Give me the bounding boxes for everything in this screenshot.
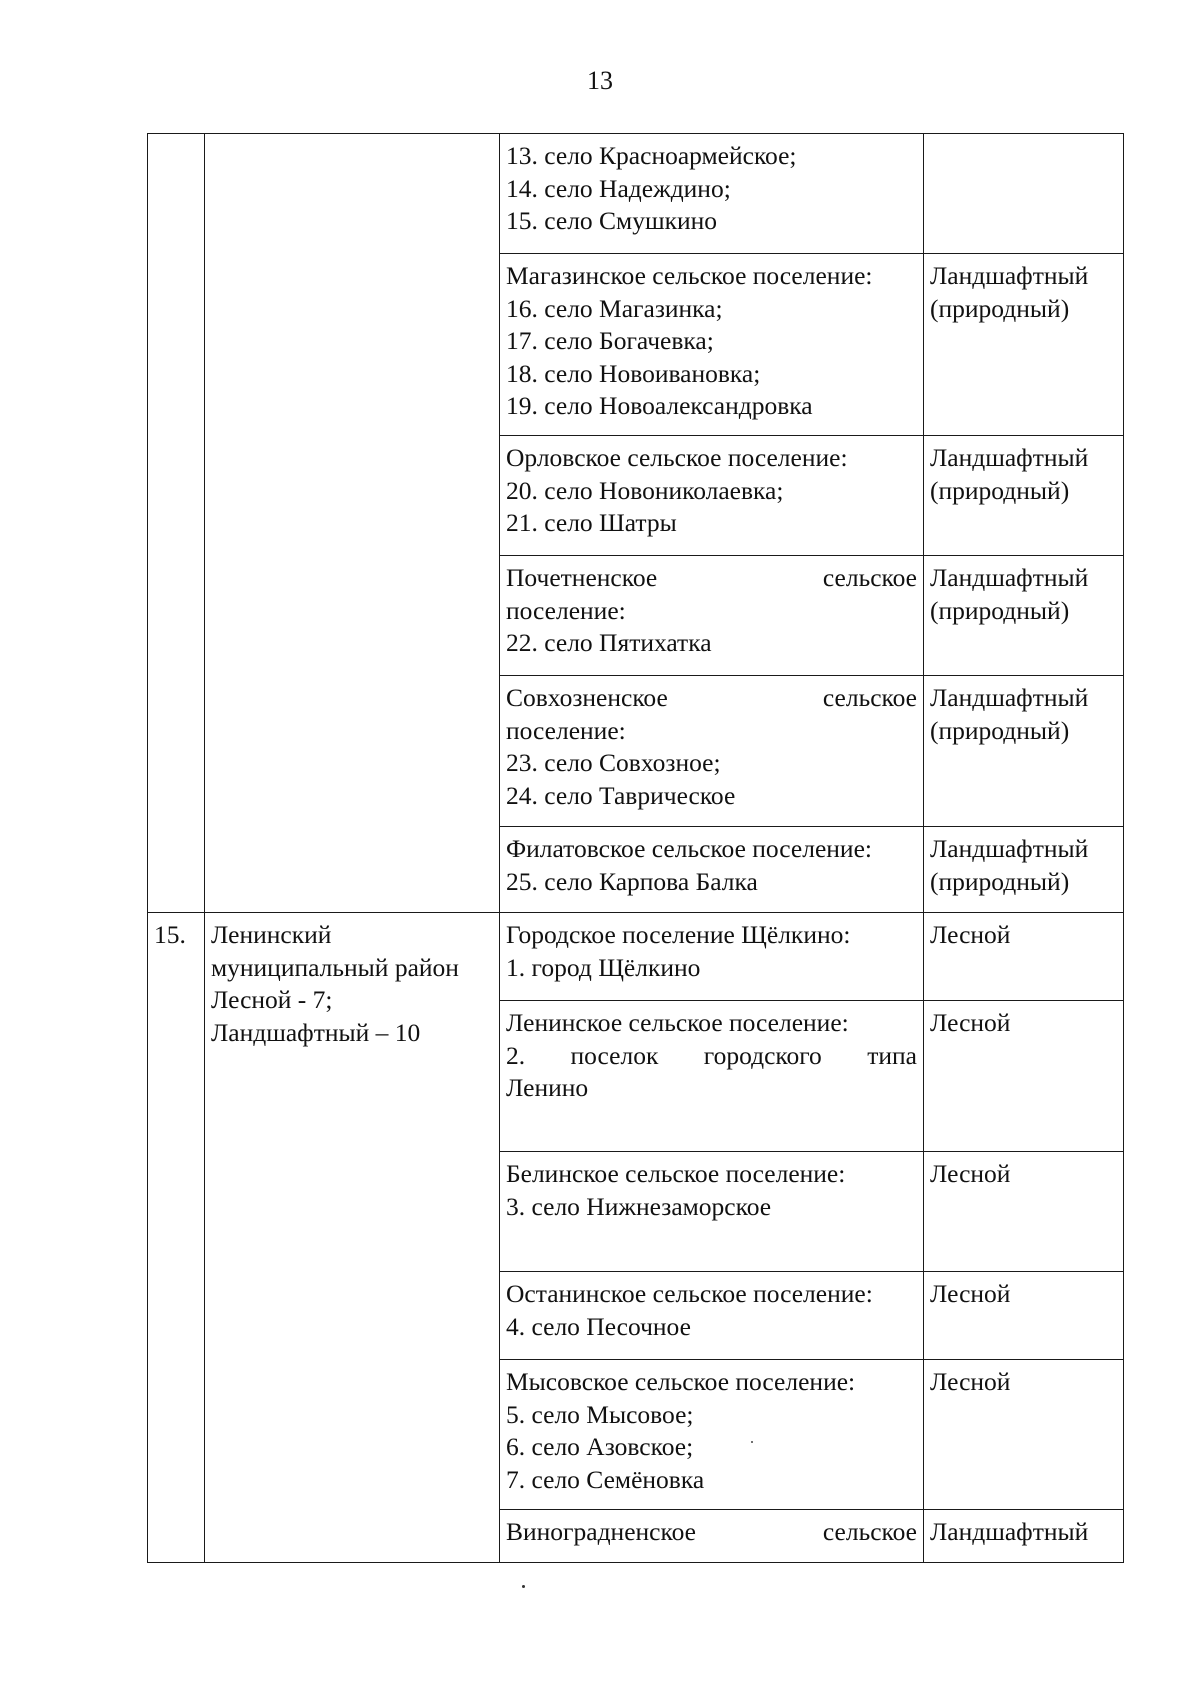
settlement-line: 23. село Совхозное; <box>506 748 721 777</box>
settlement-line: 19. село Новоалександровка <box>506 391 813 420</box>
settlement-heading-cont: поселение: <box>506 715 626 745</box>
type-cell <box>924 254 1124 436</box>
type-sublabel: (природный) <box>930 595 1070 625</box>
type-sublabel: (природный) <box>930 293 1070 323</box>
heading-word: Почетненское <box>506 563 658 592</box>
settlement-line: 1. город Щёлкино <box>506 952 701 982</box>
settlement-heading: Мысовское сельское поселение: <box>506 1367 856 1396</box>
settlement-line: 17. село Богачевка; <box>506 326 714 355</box>
type-sublabel: (природный) <box>930 715 1070 745</box>
type-sublabel: (природный) <box>930 475 1070 505</box>
settlement-line: 24. село Таврическое <box>506 780 736 810</box>
settlement-line: 13. село Красноармейское; <box>506 141 797 170</box>
settlement-line: 6. село Азовское; <box>506 1432 694 1461</box>
settlement-line: 20. село Новониколаевка; <box>506 475 784 505</box>
page-number: 13 <box>587 66 613 95</box>
settlement-heading <box>506 562 917 595</box>
type-label: Ландшафтный <box>930 443 1089 472</box>
settlement-cell <box>500 913 924 1001</box>
district-cell-empty <box>205 134 500 913</box>
settlement-heading: Белинское сельское поселение: <box>506 1159 846 1188</box>
settlement-heading: Останинское сельское поселение: <box>506 1279 873 1308</box>
type-label: Ландшафтный <box>930 261 1089 290</box>
settlement-cell <box>500 676 924 827</box>
row-number <box>148 913 205 1563</box>
type-label: Ландшафтный <box>930 834 1089 863</box>
type-label: Лесной <box>930 1367 1011 1396</box>
scan-speck <box>522 1585 525 1588</box>
type-cell-empty <box>924 134 1124 254</box>
settlement-cell <box>500 134 924 254</box>
settlement-cell <box>500 1001 924 1152</box>
type-cell <box>924 1510 1124 1563</box>
settlement-line: 21. село Шатры <box>506 508 677 537</box>
settlement-heading: Орловское сельское поселение: <box>506 443 848 472</box>
settlement-cell <box>500 556 924 676</box>
settlement-heading <box>506 1516 917 1549</box>
settlement-line: 25. село Карпова Балка <box>506 866 758 896</box>
settlement-line: 4. село Песочное <box>506 1311 691 1341</box>
type-label: Лесной <box>930 1159 1011 1188</box>
type-cell <box>924 1001 1124 1152</box>
heading-word: сельское <box>822 1517 917 1546</box>
settlement-line: 18. село Новоивановка; <box>506 358 761 388</box>
settlement-heading: Ленинское сельское поселение: <box>506 1008 849 1037</box>
heading-word: сельское <box>822 563 917 592</box>
scan-speck <box>751 1441 753 1443</box>
settlement-heading: Городское поселение Щёлкино: <box>506 920 851 949</box>
table-row <box>148 134 1124 254</box>
settlement-line: 15. село Смушкино <box>506 206 718 235</box>
settlement-word: 2. <box>506 1040 526 1070</box>
type-label: Ландшафтный <box>930 563 1089 592</box>
settlement-line: 3. село Нижнезаморское <box>506 1191 772 1221</box>
type-sublabel: (природный) <box>930 866 1070 896</box>
settlement-cell <box>500 1510 924 1563</box>
type-cell <box>924 1152 1124 1272</box>
settlement-line: 16. село Магазинка; <box>506 293 723 323</box>
settlement-line: 5. село Мысовое; <box>506 1399 694 1429</box>
type-cell <box>924 1360 1124 1510</box>
settlement-cell <box>500 827 924 913</box>
settlement-cell <box>500 254 924 436</box>
settlement-heading-cont: поселение: <box>506 595 626 625</box>
settlement-cell <box>500 1152 924 1272</box>
settlement-heading <box>506 682 917 715</box>
type-label: Лесной <box>930 1008 1011 1037</box>
heading-word: сельское <box>822 683 917 712</box>
type-cell <box>924 676 1124 827</box>
heading-word: Совхозненское <box>506 683 668 712</box>
settlement-line: 14. село Надеждино; <box>506 173 731 203</box>
type-cell <box>924 556 1124 676</box>
settlement-line: 7. село Семёновка <box>506 1464 705 1494</box>
district-cell <box>205 913 500 1563</box>
type-label: Ландшафтный <box>930 1517 1089 1546</box>
settlement-line-cont: Ленино <box>506 1073 589 1102</box>
settlement-heading: Магазинское сельское поселение: <box>506 261 873 290</box>
district-name: Ленинский <box>211 920 332 949</box>
number-cell-empty <box>148 134 205 913</box>
type-label: Лесной <box>930 1279 1011 1308</box>
row-number-text: 15. <box>154 920 186 949</box>
table-row <box>148 913 1124 1001</box>
settlement-cell <box>500 1360 924 1510</box>
settlement-word: поселок <box>570 1040 659 1070</box>
type-label: Ландшафтный <box>930 683 1089 712</box>
type-cell <box>924 913 1124 1001</box>
settlement-cell <box>500 436 924 556</box>
type-cell <box>924 436 1124 556</box>
settlement-word: городского <box>703 1040 822 1070</box>
heading-word: Виноградненское <box>506 1517 696 1546</box>
settlement-word: типа <box>867 1040 917 1070</box>
settlement-line <box>506 1040 917 1073</box>
type-cell <box>924 1272 1124 1360</box>
district-name-cont: муниципальный район <box>211 952 459 982</box>
settlement-cell <box>500 1272 924 1360</box>
type-cell <box>924 827 1124 913</box>
settlement-heading: Филатовское сельское поселение: <box>506 834 872 863</box>
settlement-line: 22. село Пятихатка <box>506 628 712 657</box>
settlements-table <box>147 133 1124 1563</box>
district-count-landscape: Ландшафтный – 10 <box>211 1017 421 1047</box>
type-label: Лесной <box>930 920 1011 949</box>
district-count-forest: Лесной - 7; <box>211 985 333 1014</box>
